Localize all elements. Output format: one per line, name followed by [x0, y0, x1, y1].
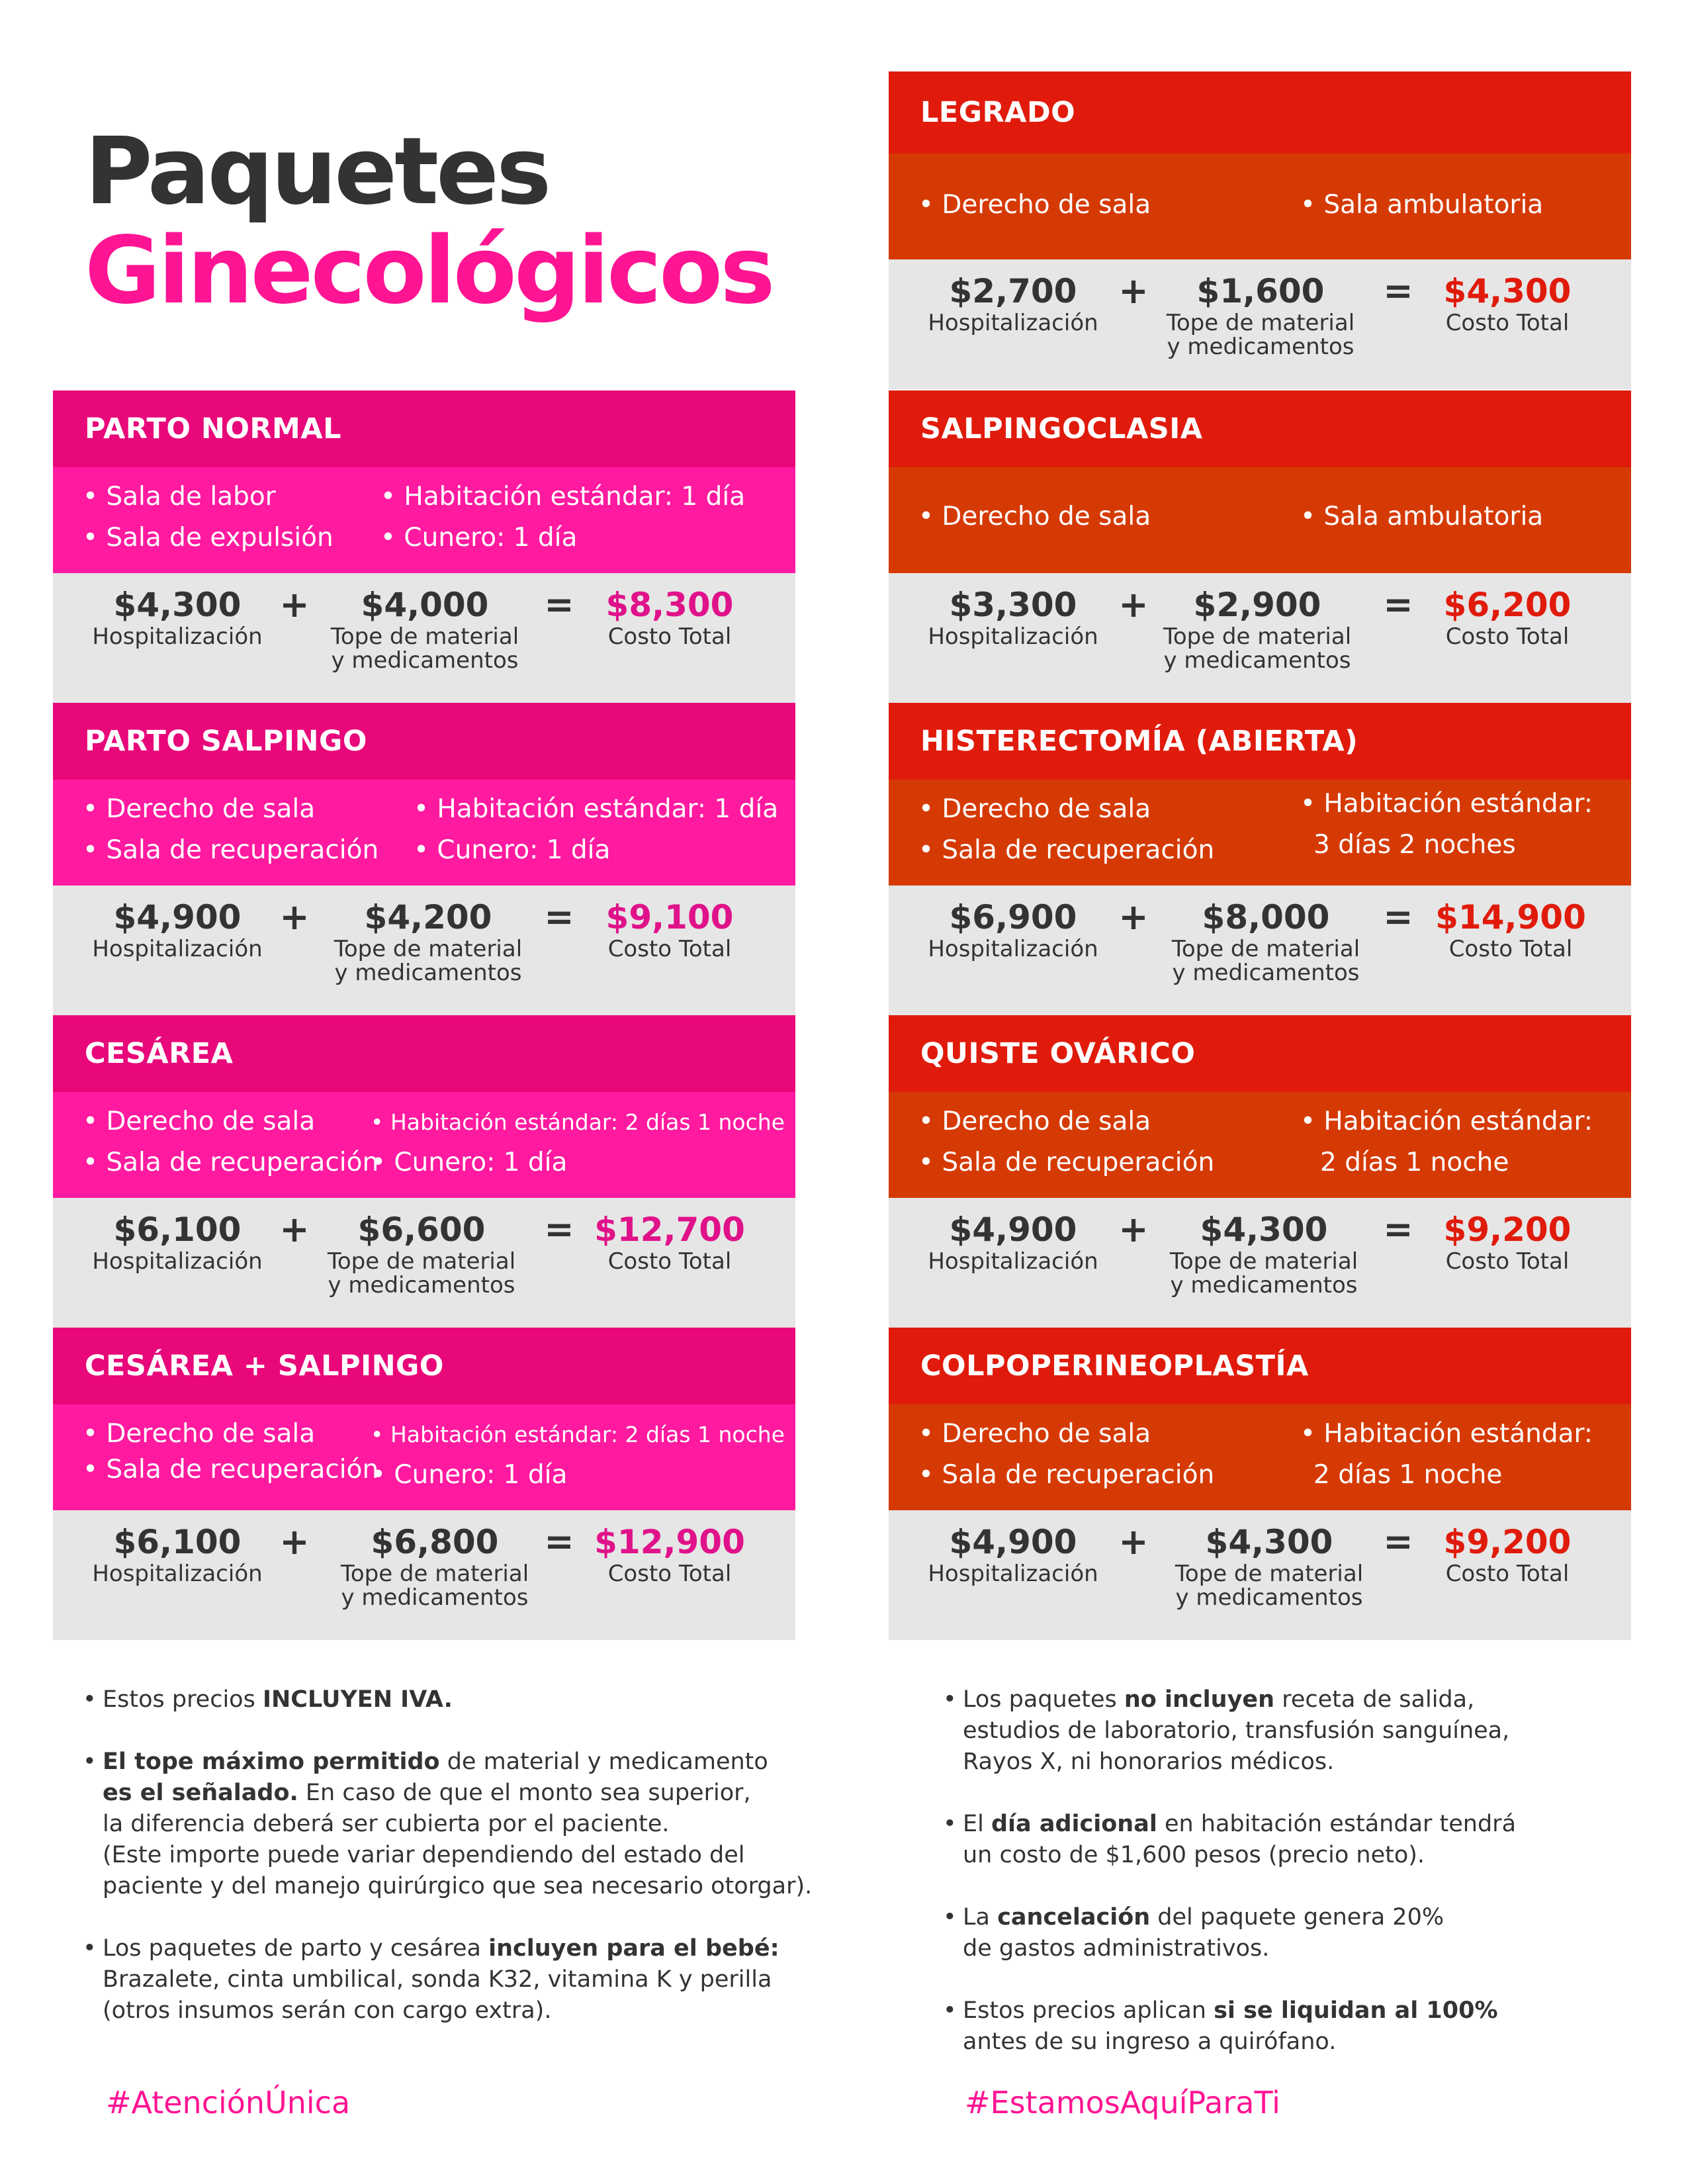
note-bold: no incluyen — [1124, 1686, 1275, 1713]
package-colpoperineoplastia — [889, 1328, 1631, 1640]
note-text: (Este importe puede variar dependiendo del estado del — [103, 1842, 745, 1868]
hospitalization-label: Hospitalización — [928, 623, 1098, 650]
feature-item: • Sala de recuperación — [918, 1148, 1215, 1177]
package-features — [889, 780, 1631, 886]
note-text: (otros insumos serán con cargo extra). — [103, 1997, 552, 2024]
feature-item: • Derecho de sala — [83, 1107, 316, 1136]
note-text: Estos precios — [103, 1686, 263, 1713]
total-cost — [1435, 897, 1586, 961]
note-bold: es el señalado. — [103, 1780, 298, 1806]
note-text: Brazalete, cinta umbilical, sonda K32, vitamina K y perilla — [103, 1966, 772, 1993]
title-line-1: Paquetes — [85, 118, 549, 226]
material-amount: $2,900 — [1193, 586, 1321, 624]
total-label: Costo Total — [1445, 310, 1570, 336]
feature-item: • Cunero: 1 día — [371, 1148, 568, 1177]
total-amount: $4,300 — [1443, 272, 1572, 310]
hospitalization-cost — [928, 1522, 1098, 1586]
total-amount: $6,200 — [1443, 586, 1572, 624]
hospitalization-cost — [92, 897, 262, 961]
hashtag-right: #EstamosAquíParaTi — [965, 2085, 1280, 2120]
total-label: Costo Total — [1445, 1561, 1570, 1587]
total-label: Costo Total — [1445, 623, 1570, 650]
total-amount: $9,100 — [605, 898, 734, 936]
hospitalization-amount: $2,700 — [949, 272, 1077, 310]
feature-item: 2 días 1 noche — [1313, 1460, 1503, 1490]
package-price-row — [889, 1510, 1631, 1640]
hospitalization-amount: $6,900 — [949, 898, 1077, 936]
package-price-row — [889, 259, 1631, 389]
total-amount: $8,300 — [605, 586, 734, 624]
total-amount: $9,200 — [1443, 1523, 1572, 1561]
material-label-2: y medicamentos — [328, 1272, 515, 1298]
package-cesarea — [53, 1015, 795, 1328]
note-text: antes de su ingreso a quirófano. — [963, 2028, 1337, 2055]
package-price-row — [53, 886, 795, 1015]
package-title: PARTO NORMAL — [53, 390, 795, 467]
package-quiste-ovarico — [889, 1015, 1631, 1328]
total-cost — [606, 585, 734, 649]
package-parto-normal — [53, 390, 795, 703]
note-cancelacion — [943, 1902, 1658, 1964]
total-amount: $9,200 — [1443, 1210, 1572, 1249]
total-amount: $12,900 — [594, 1523, 745, 1561]
package-features — [889, 467, 1631, 573]
material-cap — [328, 1210, 515, 1297]
hospitalization-label: Hospitalización — [92, 1248, 263, 1275]
package-price-row — [53, 1198, 795, 1328]
note-text: Estos precios aplican — [963, 1997, 1214, 2024]
package-title: SALPINGOCLASIA — [889, 390, 1631, 467]
feature-item: • Sala de recuperación — [83, 1455, 379, 1484]
page-title — [85, 118, 773, 325]
material-cap — [331, 585, 519, 672]
feature-item: • Sala de expulsión — [83, 523, 333, 553]
total-label: Costo Total — [1445, 1248, 1570, 1275]
material-label-2: y medicamentos — [1163, 647, 1351, 674]
note-text: en habitación estándar tendrá — [1157, 1811, 1517, 1837]
package-title: HISTERECTOMÍA (ABIERTA) — [889, 703, 1631, 780]
feature-item: • Derecho de sala — [918, 1419, 1151, 1449]
hospitalization-cost — [92, 1522, 262, 1586]
hospitalization-amount: $3,300 — [949, 586, 1077, 624]
hospitalization-amount: $4,900 — [949, 1523, 1077, 1561]
hospitalization-label: Hospitalización — [92, 1561, 263, 1587]
material-cap — [334, 897, 522, 985]
feature-item: • Sala de labor — [83, 482, 276, 512]
total-cost — [1444, 271, 1572, 335]
note-text: Los paquetes — [963, 1686, 1124, 1713]
total-cost — [1444, 1210, 1572, 1273]
hospitalization-cost — [928, 897, 1098, 961]
equals-sign: = — [544, 896, 574, 938]
package-title: LEGRADO — [889, 71, 1631, 154]
material-label-1: Tope de material — [1166, 310, 1355, 336]
feature-item: • Sala de recuperación — [918, 835, 1215, 865]
plus-sign: + — [279, 1208, 310, 1250]
material-amount: $6,600 — [357, 1210, 486, 1249]
package-features — [53, 1404, 795, 1510]
material-cap — [341, 1522, 529, 1610]
total-cost — [606, 897, 734, 961]
package-title: CESÁREA — [53, 1015, 795, 1092]
plus-sign: + — [1118, 1521, 1149, 1563]
package-features — [889, 1404, 1631, 1510]
total-label: Costo Total — [607, 1248, 732, 1275]
note-text: receta de salida, — [1274, 1686, 1475, 1713]
total-label: Costo Total — [607, 623, 732, 650]
note-text: paciente y del manejo quirúrgico que sea necesario otorgar). — [103, 1873, 813, 1899]
package-title: COLPOPERINEOPLASTÍA — [889, 1328, 1631, 1404]
material-label-1: Tope de material — [1171, 936, 1360, 962]
note-liquidacion — [943, 1995, 1658, 2058]
note-bold: incluyen para el bebé: — [488, 1935, 779, 1962]
feature-item: • Derecho de sala — [918, 794, 1151, 824]
hospitalization-amount: $4,900 — [113, 898, 242, 936]
note-text: En caso de que el monto sea superior, — [298, 1780, 751, 1806]
package-legrado — [889, 71, 1631, 389]
feature-item: • Derecho de sala — [918, 190, 1151, 220]
hospitalization-amount: $4,900 — [949, 1210, 1077, 1249]
package-title: CESÁREA + SALPINGO — [53, 1328, 795, 1404]
package-price-row — [53, 573, 795, 703]
total-amount: $12,700 — [594, 1210, 745, 1249]
hospitalization-label: Hospitalización — [92, 623, 263, 650]
total-label: Costo Total — [607, 936, 732, 962]
hospitalization-amount: $6,100 — [113, 1210, 242, 1249]
material-label-1: Tope de material — [340, 1561, 529, 1587]
equals-sign: = — [1383, 1521, 1413, 1563]
hospitalization-cost — [92, 1210, 262, 1273]
material-label-2: y medicamentos — [1175, 1584, 1363, 1611]
equals-sign: = — [1383, 896, 1413, 938]
material-cap — [1163, 585, 1351, 672]
package-price-row — [53, 1510, 795, 1640]
note-text: Los paquetes de parto y cesárea — [103, 1935, 489, 1962]
material-label-1: Tope de material — [1175, 1561, 1364, 1587]
material-label-2: y medicamentos — [331, 647, 519, 674]
feature-item: • Cunero: 1 día — [414, 835, 611, 865]
plus-sign: + — [279, 584, 310, 625]
material-label-1: Tope de material — [330, 623, 519, 650]
feature-item: • Habitación estándar: — [1300, 789, 1593, 819]
package-title: PARTO SALPINGO — [53, 703, 795, 780]
note-bold: cancelación — [997, 1904, 1151, 1931]
package-price-row — [889, 1198, 1631, 1328]
package-price-row — [889, 573, 1631, 703]
hospitalization-cost — [928, 271, 1098, 335]
note-bebe — [83, 1933, 824, 2026]
material-amount: $6,800 — [371, 1523, 499, 1561]
note-bold: si se liquidan al 100% — [1214, 1997, 1498, 2024]
equals-sign: = — [544, 1521, 574, 1563]
feature-item: • Sala ambulatoria — [1300, 190, 1544, 220]
note-text: estudios de laboratorio, transfusión sanguínea, — [963, 1717, 1510, 1744]
material-label-2: y medicamentos — [1170, 1272, 1358, 1298]
package-features — [53, 1092, 795, 1198]
material-label-2: y medicamentos — [341, 1584, 529, 1611]
hospitalization-label: Hospitalización — [928, 1248, 1098, 1275]
feature-item: • Cunero: 1 día — [380, 523, 578, 553]
note-text: un costo de $1,600 pesos (precio neto). — [963, 1842, 1425, 1868]
total-cost — [594, 1522, 745, 1586]
total-amount: $14,900 — [1435, 898, 1586, 936]
feature-item: • Derecho de sala — [918, 1107, 1151, 1136]
material-cap — [1167, 271, 1355, 359]
plus-sign: + — [279, 1521, 310, 1563]
feature-item: • Habitación estándar: 1 día — [380, 482, 746, 512]
material-amount: $4,200 — [364, 898, 492, 936]
note-bold: día adicional — [991, 1811, 1157, 1837]
note-text: del paquete genera 20% — [1150, 1904, 1444, 1931]
hospitalization-label: Hospitalización — [928, 1561, 1098, 1587]
feature-item: • Derecho de sala — [83, 794, 316, 824]
package-cesarea-salpingo — [53, 1328, 795, 1640]
feature-item: • Sala ambulatoria — [1300, 502, 1544, 531]
material-label-1: Tope de material — [327, 1248, 516, 1275]
note-bold: El tope máximo permitido — [103, 1749, 440, 1775]
equals-sign: = — [544, 1208, 574, 1250]
package-title: QUISTE OVÁRICO — [889, 1015, 1631, 1092]
note-dia-adicional — [943, 1809, 1658, 1871]
total-label: Costo Total — [1448, 936, 1573, 962]
package-features — [889, 154, 1631, 259]
package-histerectomia — [889, 703, 1631, 1015]
note-tope — [83, 1747, 824, 1902]
feature-item: • Habitación estándar: 2 días 1 noche — [371, 1422, 785, 1447]
feature-item: • Habitación estándar: 2 días 1 noche — [371, 1109, 785, 1135]
material-label-2: y medicamentos — [1172, 960, 1360, 986]
material-label-1: Tope de material — [1169, 1248, 1358, 1275]
feature-item: • Sala de recuperación — [918, 1460, 1215, 1490]
material-label-2: y medicamentos — [1167, 334, 1355, 360]
notes-left — [83, 1684, 824, 2058]
feature-item: • Sala de recuperación — [83, 835, 379, 865]
hashtag-left: #AtenciónÚnica — [106, 2085, 351, 2120]
package-features — [889, 1092, 1631, 1198]
note-text: la diferencia deberá ser cubierta por el paciente. — [103, 1811, 670, 1837]
total-label: Costo Total — [607, 1561, 732, 1587]
plus-sign: + — [279, 896, 310, 938]
plus-sign: + — [1118, 270, 1149, 312]
notes-right — [943, 1684, 1658, 2089]
equals-sign: = — [544, 584, 574, 625]
package-features — [53, 467, 795, 573]
note-no-incluyen — [943, 1684, 1658, 1778]
package-parto-salpingo — [53, 703, 795, 1015]
package-salpingoclasia — [889, 390, 1631, 703]
total-cost — [1444, 1522, 1572, 1586]
hospitalization-label: Hospitalización — [928, 310, 1098, 336]
note-iva — [83, 1684, 824, 1715]
feature-item: • Derecho de sala — [83, 1419, 316, 1449]
note-text: de gastos administrativos. — [963, 1935, 1270, 1962]
plus-sign: + — [1118, 896, 1149, 938]
hospitalization-amount: $6,100 — [113, 1523, 242, 1561]
hospitalization-label: Hospitalización — [92, 936, 263, 962]
feature-item: • Habitación estándar: 1 día — [414, 794, 779, 824]
feature-item: 3 días 2 noches — [1313, 830, 1516, 860]
note-text: de material y medicamento — [439, 1749, 768, 1775]
material-amount: $1,600 — [1196, 272, 1325, 310]
material-label-1: Tope de material — [333, 936, 523, 962]
title-line-2: Ginecológicos — [85, 217, 773, 325]
material-cap — [1172, 897, 1360, 985]
hospitalization-cost — [92, 585, 262, 649]
package-price-row — [889, 886, 1631, 1015]
note-bold: INCLUYEN IVA. — [262, 1686, 453, 1713]
feature-item: • Derecho de sala — [918, 502, 1151, 531]
material-amount: $4,000 — [361, 586, 489, 624]
total-cost — [594, 1210, 745, 1273]
material-amount: $8,000 — [1202, 898, 1330, 936]
equals-sign: = — [1383, 270, 1413, 312]
hospitalization-cost — [928, 1210, 1098, 1273]
equals-sign: = — [1383, 1208, 1413, 1250]
material-amount: $4,300 — [1205, 1523, 1333, 1561]
total-cost — [1444, 585, 1572, 649]
package-features — [53, 780, 795, 886]
material-label-2: y medicamentos — [334, 960, 522, 986]
note-text: El — [963, 1811, 991, 1837]
hospitalization-label: Hospitalización — [928, 936, 1098, 962]
equals-sign: = — [1383, 584, 1413, 625]
hospitalization-cost — [928, 585, 1098, 649]
plus-sign: + — [1118, 1208, 1149, 1250]
material-cap — [1170, 1210, 1358, 1297]
material-cap — [1175, 1522, 1363, 1610]
feature-item: • Cunero: 1 día — [371, 1460, 568, 1490]
note-text: Rayos X, ni honorarios médicos. — [963, 1749, 1335, 1775]
material-amount: $4,300 — [1200, 1210, 1328, 1249]
note-text: La — [963, 1904, 998, 1931]
feature-item: 2 días 1 noche — [1320, 1148, 1509, 1177]
hospitalization-amount: $4,300 — [113, 586, 242, 624]
feature-item: • Habitación estándar: — [1300, 1419, 1593, 1449]
material-label-1: Tope de material — [1163, 623, 1352, 650]
plus-sign: + — [1118, 584, 1149, 625]
feature-item: • Habitación estándar: — [1300, 1107, 1593, 1136]
feature-item: • Sala de recuperación — [83, 1148, 379, 1177]
